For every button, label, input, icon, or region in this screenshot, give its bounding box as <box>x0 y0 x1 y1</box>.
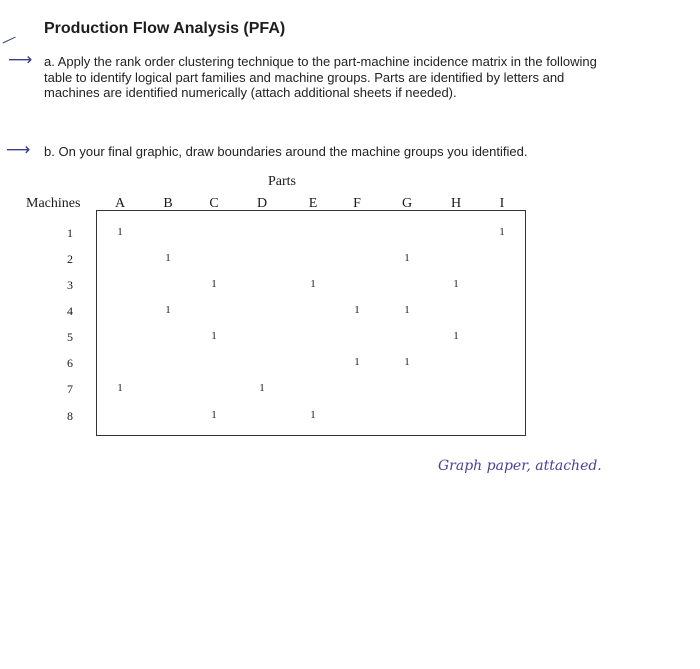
parts-header: Parts <box>268 174 296 189</box>
matrix-cell: 1 <box>211 409 217 421</box>
part-header-e: E <box>308 196 318 211</box>
machines-header: Machines <box>26 196 81 211</box>
machine-row-3: 3 <box>67 278 73 292</box>
part-header-i: I <box>499 196 505 211</box>
matrix-cell: 1 <box>117 226 123 238</box>
part-header-h: H <box>450 196 462 211</box>
machine-row-2: 2 <box>67 252 73 266</box>
matrix-cell: 1 <box>354 356 360 368</box>
matrix-cell: 1 <box>404 356 410 368</box>
matrix-cell: 1 <box>117 382 123 394</box>
machine-row-5: 5 <box>67 330 73 344</box>
matrix-cell: 1 <box>499 226 505 238</box>
matrix-cell: 1 <box>310 278 316 290</box>
matrix-cell: 1 <box>165 304 171 316</box>
machine-row-8: 8 <box>67 409 73 423</box>
handwritten-note: Graph paper, attached. <box>438 458 602 474</box>
part-header-f: F <box>353 196 361 211</box>
instruction-a: a. Apply the rank order clustering technique to the part-machine incidence matrix in the following table to identify logical part families and machine groups. Parts are identified by letters and machines are identified numerically (attach additional sheets if needed). <box>44 54 597 100</box>
arrow-right-icon: ⟶ <box>6 140 31 160</box>
part-header-a: A <box>114 196 126 211</box>
machine-row-6: 6 <box>67 356 73 370</box>
instruction-b: b. On your final graphic, draw boundaries around the machine groups you identified. <box>44 144 528 159</box>
matrix-cell: 1 <box>310 409 316 421</box>
page-title: Production Flow Analysis (PFA) <box>44 20 286 37</box>
machine-row-4: 4 <box>67 304 73 318</box>
check-mark-icon <box>0 28 16 44</box>
machine-row-1: 1 <box>67 226 73 240</box>
matrix-cell: 1 <box>354 304 360 316</box>
part-header-g: G <box>401 196 413 211</box>
matrix-cell: 1 <box>259 382 265 394</box>
arrow-right-icon: ⟶ <box>8 50 33 70</box>
part-header-b: B <box>163 196 173 211</box>
matrix-cell: 1 <box>453 278 459 290</box>
matrix-cell: 1 <box>453 330 459 342</box>
matrix-cell: 1 <box>165 252 171 264</box>
part-header-d: D <box>256 196 268 211</box>
matrix-cell: 1 <box>211 278 217 290</box>
matrix-cell: 1 <box>404 252 410 264</box>
matrix-cell: 1 <box>404 304 410 316</box>
matrix-cell: 1 <box>211 330 217 342</box>
machine-row-7: 7 <box>67 382 73 396</box>
part-header-c: C <box>209 196 219 211</box>
incidence-matrix-box <box>96 210 526 436</box>
